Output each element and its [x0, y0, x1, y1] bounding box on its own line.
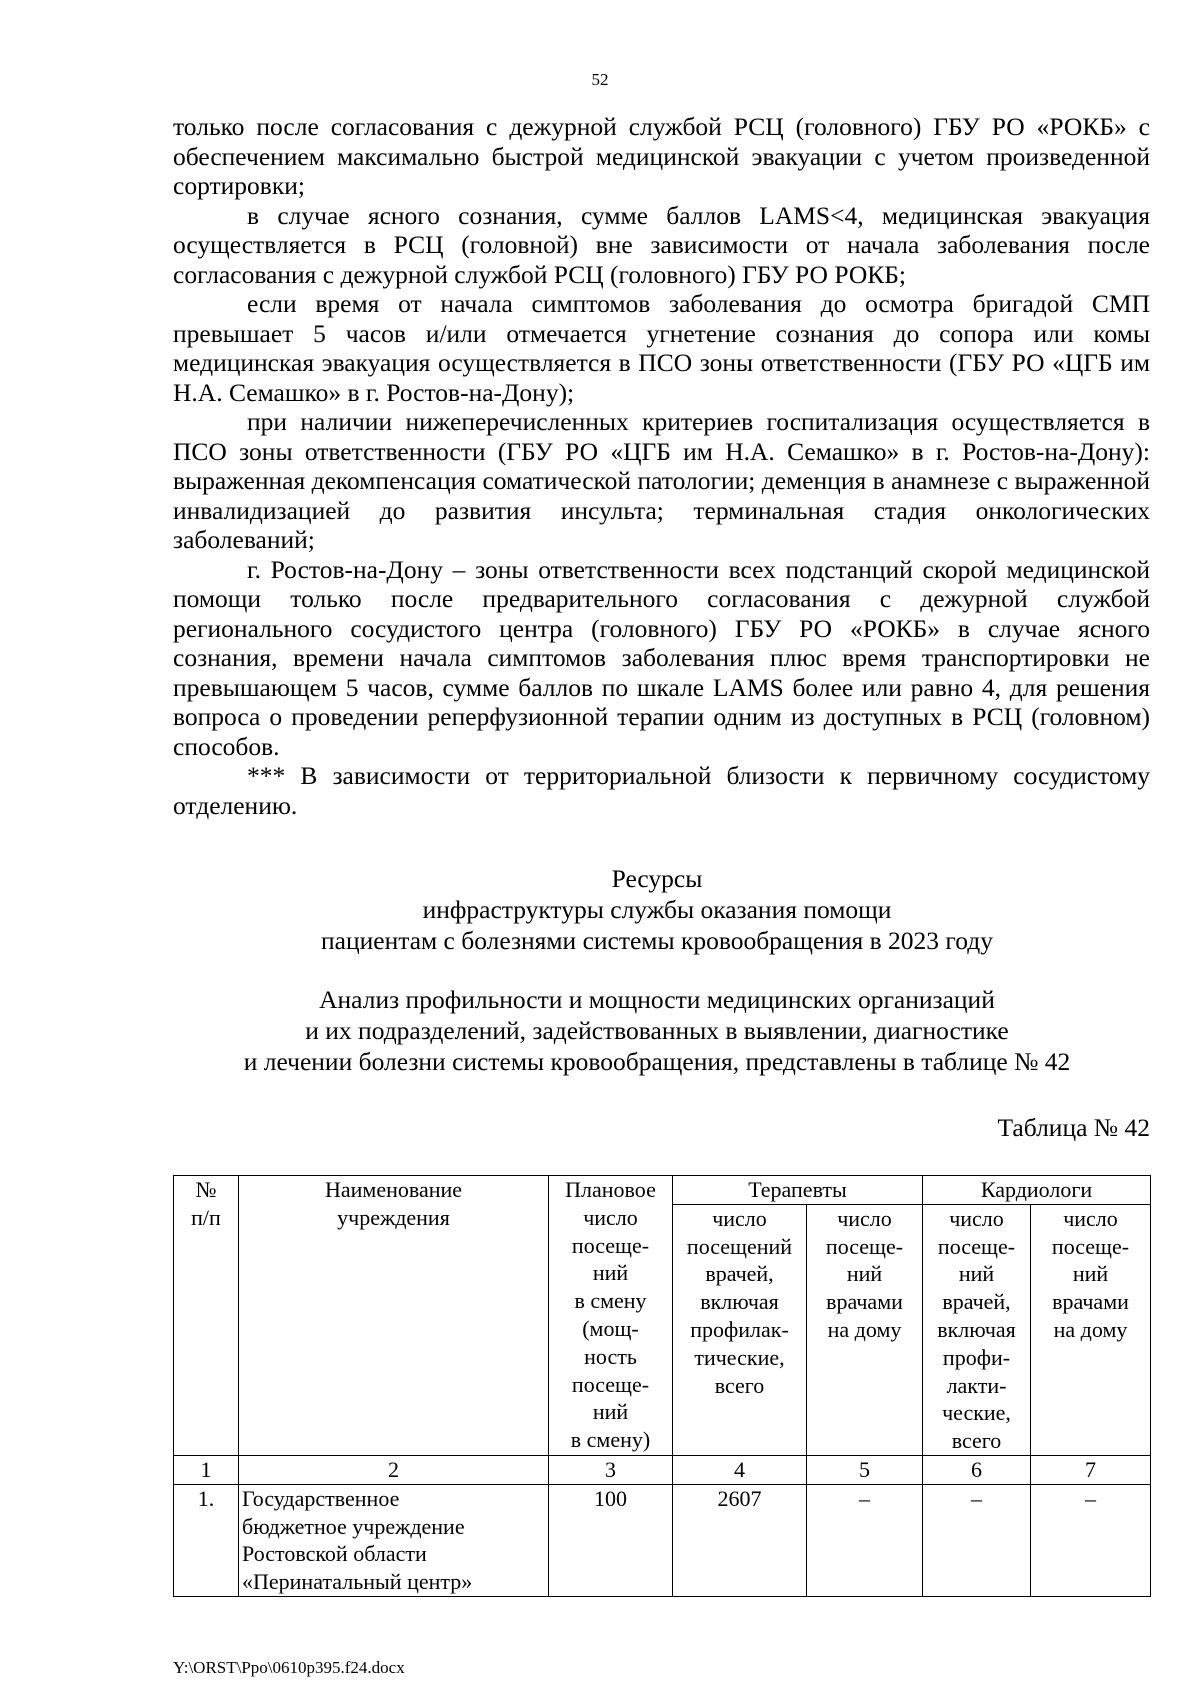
header-cardiologists: Кардиологи: [923, 1176, 1151, 1205]
paragraph: при наличии нижеперечисленных критериев госпитализация осуществляется в ПСО зоны ответственности (ГБУ РО «ЦГБ им Н.А. Семашко» в г. Ростов-на-Дону): выраженная декомпенсация соматической патологии; деменция в анамнезе с выраженной инвалидизацией до развития инсульта; терминальная стадия онкологических заболеваний;: [173, 407, 1150, 554]
therapist-home-visits: –: [807, 1484, 923, 1596]
header-planned-visits: Плановое число посеще- ний в смену (мощ- ность посеще- ний в смену): [549, 1176, 673, 1456]
section-heading-resources: [0, 863, 1200, 956]
header-therapist-visits-total: число посещений врачей, включая профилак- тические, всего: [673, 1204, 807, 1455]
section-heading-analysis: [0, 984, 1200, 1077]
paragraph: если время от начала симптомов заболевания до осмотра бригадой СМП превышает 5 часов и/или отмечается угнетение сознания до сопора или комы медицинская эвакуация осуществляется в ПСО зоны ответственности (ГБУ РО «ЦГБ им Н.А. Семашко» в г. Ростов-на-Дону);: [173, 289, 1150, 407]
paragraph: только после согласования с дежурной службой РСЦ (головного) ГБУ РО «РОКБ» с обеспечением максимально быстрой медицинской эвакуации с учетом произведенной сортировки;: [173, 112, 1150, 200]
row-number: 1.: [174, 1484, 239, 1596]
paragraph: в случае ясного сознания, сумме баллов LAMS<4, медицинская эвакуация осуществляется в РСЦ (головной) вне зависимости от начала заболевания после согласования с дежурной службой РСЦ (головного) ГБУ РО РОКБ;: [173, 200, 1150, 289]
table-header-row: [174, 1176, 1151, 1205]
cardiologist-visits-total: –: [923, 1484, 1031, 1596]
header-therapists: Терапевты: [673, 1176, 923, 1205]
file-path-footer: Y:\ORST\Ppo\0610p395.f24.docx: [173, 1658, 405, 1677]
heading-line: пациентам с болезнями системы кровообращения в 2023 году: [321, 926, 993, 955]
header-number: № п/п: [174, 1176, 239, 1456]
paragraph: *** В зависимости от территориальной близости к первичному сосудистому отделению.: [173, 761, 1150, 820]
therapist-visits-total: 2607: [673, 1484, 807, 1596]
table-row: [174, 1484, 1151, 1596]
column-number-row: [174, 1455, 1151, 1484]
column-number: 5: [807, 1455, 923, 1484]
column-number: 1: [174, 1455, 239, 1484]
header-cardiologist-home-visits: число посеще- ний врачами на дому: [1031, 1204, 1151, 1455]
header-therapist-home-visits: число посеще- ний врачами на дому: [807, 1204, 923, 1455]
heading-line: Анализ профильности и мощности медицинских организаций: [319, 985, 995, 1014]
column-number: 2: [239, 1455, 549, 1484]
resources-table: [173, 1175, 1151, 1597]
table-caption: Таблица № 42: [997, 1113, 1150, 1142]
page-number: 52: [591, 70, 609, 89]
column-number: 6: [923, 1455, 1031, 1484]
heading-line: и их подразделений, задействованных в выявлении, диагностике: [305, 1016, 1009, 1045]
heading-line: Ресурсы: [611, 864, 703, 893]
heading-line: и лечении болезни системы кровообращения, представлены в таблице № 42: [243, 1047, 1071, 1076]
body-text: [173, 112, 1150, 820]
paragraph: г. Ростов-на-Дону – зоны ответственности всех подстанций скорой медицинской помощи только после предварительного согласования с дежурной службой регионального сосудистого центра (головного) ГБУ РО «РОКБ» в случае ясного сознания, времени начала симптомов заболевания плюс время транспортировки не превышающем 5 часов, сумме баллов по шкале LAMS более или равно 4, для решения вопроса о проведении реперфузионной терапии одним из доступных в РСЦ (головном) способов.: [173, 554, 1150, 761]
cardiologist-home-visits: –: [1031, 1484, 1151, 1596]
header-institution: Наименование учреждения: [239, 1176, 549, 1456]
institution-name: Государственное бюджетное учреждение Ростовской области «Перинатальный центр»: [239, 1484, 549, 1596]
column-number: 3: [549, 1455, 673, 1484]
header-cardiologist-visits-total: число посеще- ний врачей, включая профи- лакти- ческие, всего: [923, 1204, 1031, 1455]
column-number: 7: [1031, 1455, 1151, 1484]
heading-line: инфраструктуры службы оказания помощи: [422, 895, 892, 924]
column-number: 4: [673, 1455, 807, 1484]
planned-visits: 100: [549, 1484, 673, 1596]
